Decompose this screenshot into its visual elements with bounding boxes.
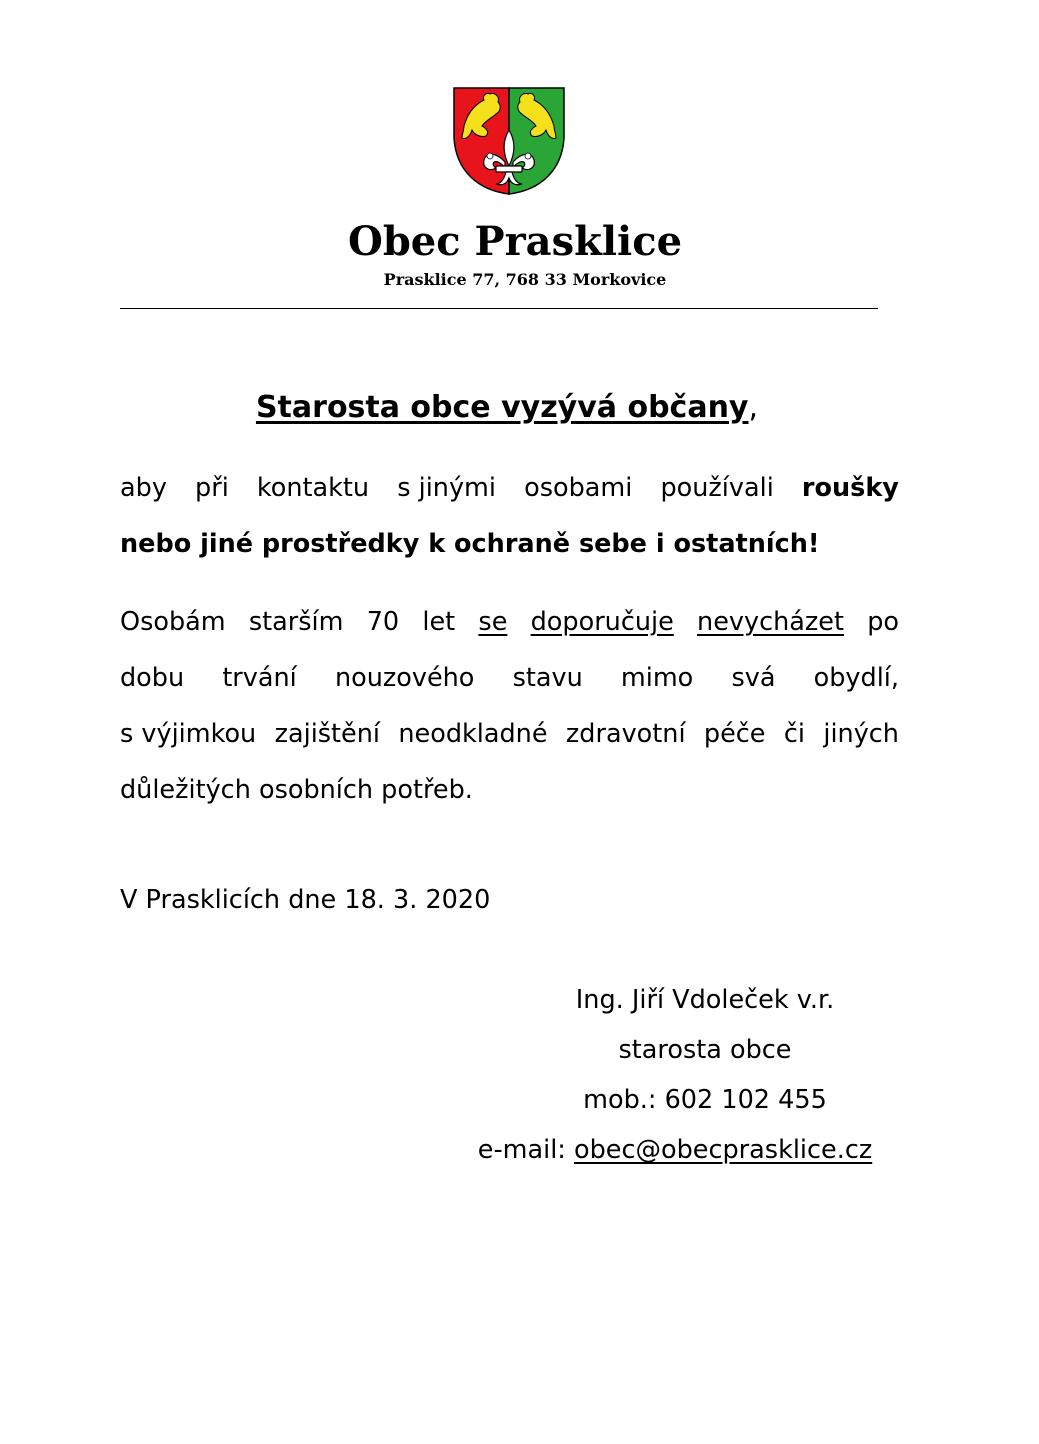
paragraph-line [120, 656, 899, 712]
notice-heading-punct: , [748, 390, 759, 425]
paragraph-line [120, 712, 899, 768]
word: obydlí, [813, 663, 899, 693]
word: trvání [222, 663, 297, 693]
paragraph-elderly-advice [120, 600, 899, 824]
signatory-role: starosta obce [618, 1035, 792, 1065]
word: po [867, 607, 899, 637]
word: aby [120, 473, 167, 503]
word: starším [248, 607, 344, 637]
word: 70 [366, 607, 400, 637]
paragraph-line [120, 600, 899, 656]
word: zdravotní [565, 719, 686, 749]
word: používali [660, 473, 774, 503]
coat-of-arms-icon [452, 86, 566, 196]
word: Osobám [120, 607, 226, 637]
word: péče [703, 719, 766, 749]
paragraph-line: nebo jiné prostředky k ochraně sebe i ostatních! [120, 529, 820, 559]
word: zajištění [274, 719, 380, 749]
word: osobami [524, 473, 633, 503]
word: mimo [620, 663, 694, 693]
word: stavu [512, 663, 583, 693]
word: svá [731, 663, 776, 693]
signatory-phone: mob.: 602 102 455 [583, 1085, 827, 1115]
municipality-address: Prasklice 77, 768 33 Morkovice [383, 270, 667, 289]
word-emphasis: roušky [801, 473, 899, 503]
paragraph-line: důležitých osobních potřeb. [120, 775, 473, 805]
email-link[interactable]: obec@obecprasklice.cz [574, 1135, 873, 1165]
signatory-email-line [440, 1128, 910, 1178]
notice-heading-text: Starosta obce vyzývá občany [255, 390, 749, 425]
word: nouzového [334, 663, 475, 693]
header-divider [120, 308, 878, 309]
word: či [783, 719, 805, 749]
word: neodkladné [398, 719, 548, 749]
word: jiných [823, 719, 899, 749]
paragraph-mask-request [120, 466, 899, 578]
word-underlined: se [478, 607, 508, 637]
notice-heading [0, 386, 1014, 430]
signatory-name: Ing. Jiří Vdoleček v.r. [575, 985, 835, 1015]
word-underlined: nevycházet [697, 607, 844, 637]
word: kontaktu [256, 473, 370, 503]
email-label: e-mail: [477, 1135, 574, 1165]
paragraph-line [120, 466, 899, 522]
signature-block [470, 978, 940, 1178]
word-underlined: doporučuje [530, 607, 674, 637]
municipality-name: Obec Prasklice [347, 218, 683, 265]
word: při [195, 473, 229, 503]
word: s výjimkou [120, 719, 257, 749]
word: s jinými [397, 473, 496, 503]
word: dobu [120, 663, 185, 693]
word: let [422, 607, 456, 637]
date-line: V Prasklicích dne 18. 3. 2020 [120, 885, 491, 915]
